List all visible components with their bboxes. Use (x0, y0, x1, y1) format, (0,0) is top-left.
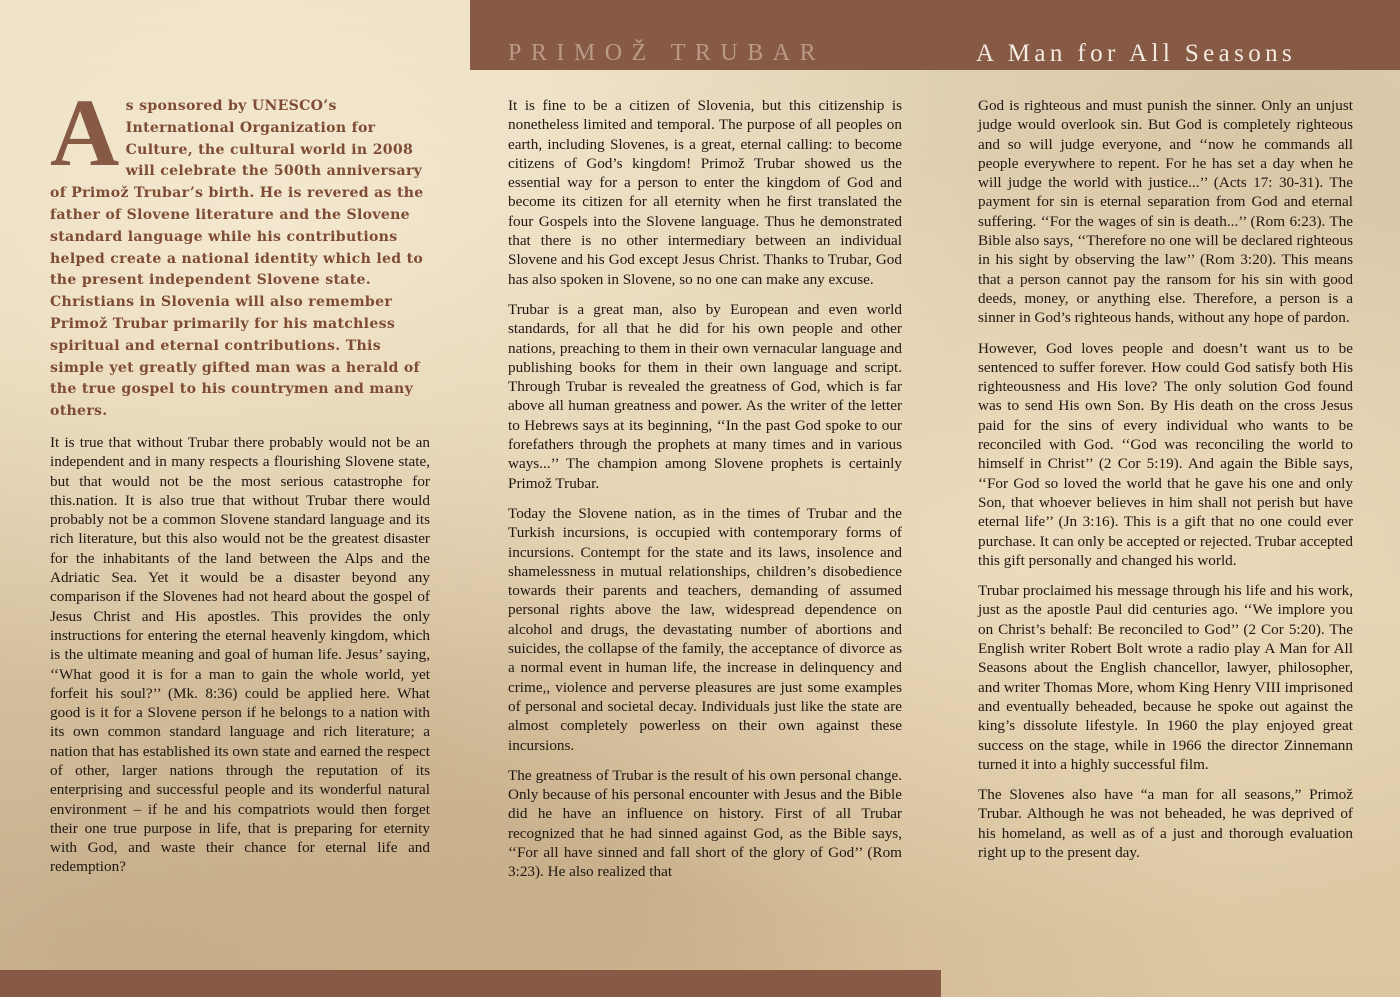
column-2-paragraph-1: It is fine to be a citizen of Slovenia, but this citizenship is nonetheless limited and temporal. The purpose of all peoples on earth, including Slovenes, is a great, eternal calling: to become citizens of God’s kingdom! Primož Trubar showed us the essential way for a person to enter the kingdom of God and become its citizen for all eternity when he first translated the four Gospels into the Slovene language. Thus he demonstrated that there is no other intermediary between an individual Slovene and his God except Jesus Christ. Thanks to Trubar, God has also spoken in Slovene, so no one can make any excuse. (508, 97, 902, 288)
running-header-author: PRIMOŽ TRUBAR (508, 40, 826, 66)
intro-paragraph (50, 79, 430, 423)
bottom-bar (0, 970, 941, 997)
running-header-title: A Man for All Seasons (976, 40, 1297, 67)
column-3-paragraph-2: However, God loves people and doesn’t want us to be sentenced to suffer forever. How could God satisfy both His righteousness and His love? The only solution God found was to send His own Son. By His death on the cross Jesus paid for the sins of every individual who wants to be reconciled with God. ‘‘God was reconciling the world to himself in Christ’’ (2 Cor 5:19). And again the Bible says, ‘‘For God so loved the world that he gave his one and only Son, that whoever believes in him shall not perish but have eternal life’’ (Jn 3:16). This is a gift that no one could ever purchase. It can only be accepted or rejected. Trubar accepted this gift personally and changed his world. (978, 339, 1353, 569)
column-1 (50, 79, 430, 888)
column-2-paragraph-2: Trubar is a great man, also by European and even world standards, for all that he did for his own people and other nations, preaching to them in their own vernacular language and publishing books for them in their own language and script. Through Trubar is revealed the greatness of God, which is far above all human greatness and power. As the writer of the letter to Hebrews says at its beginning, ‘‘In the past God spoke to our forefathers through the prophets at many times and in various ways...’’ The champion among Slovene prophets is certainly Primož Trubar. (508, 300, 902, 492)
column-2-paragraph-4: The greatness of Trubar is the result of his own personal change. Only because of his personal encounter with Jesus and the Bible did he have an influence on history. First of all Trubar recognized that he had sinned against God, as the Bible says, ‘‘For all have sinned and fall short of the glory of God’’ (Rom 3:23). He also realized that (508, 766, 902, 881)
column-2 (508, 96, 902, 893)
intro-text: s sponsored by UNESCO’s International Organization for Culture, the cultural world in 2008 will celebrate the 500th anniversary of Primož Trubar’s birth. He is revered as the father of Slovene literature and the Slovene standard language while his contributions helped create a national identity which led to the present independent Slovene state. Christians in Slovenia will also remember Primož Trubar primarily for his matchless spiritual and eternal contributions. This simple yet greatly gifted man was a herald of the true gospel to his countrymen and many others. (50, 98, 424, 420)
column-3-paragraph-1: God is righteous and must punish the sinner. Only an unjust judge would overlook sin. But God is completely righteous and so will judge everyone, and ‘‘now he commands all people everywhere to repent. For he has set a day when he will judge the world with justice...’’ (Acts 17: 30-31). The payment for sin is eternal separation from God and eternal suffering. ‘‘For the wages of sin is death...’’ (Rom 6:23). The Bible also says, ‘‘Therefore no one will be declared righteous in his sight by observing the law’’ (Rom 3:20). This means that a person cannot pay the ransom for his sin with good deeds, money, or anything else. Therefore, a person is a sinner in God’s righteous hands, without any hope of pardon. (978, 97, 1353, 327)
column-3 (978, 96, 1353, 873)
column-1-paragraph-1: It is true that without Trubar there probably would not be an independent and in many respects a flourishing Slovene state, but that would not be the most serious catastrophe for this.nation. It is also true that without Trubar there would probably not be a common Slovene standard language and its rich literature, but this also would not be the greatest disaster for the inhabitants of the land between the Alps and the Adriatic Sea. Yet it would be a disaster beyond any comparison if the Slovenes had not heard about the gospel of Jesus Christ and His apostles. This provides the only instructions for entering the eternal heavenly kingdom, which is the ultimate meaning and goal of human life. Jesus’ saying, ‘‘What good it is for a man to gain the whole world, yet forfeit his soul?’’ (Mk. 8:36) could be applied here. What good is it for a Slovene person if he belongs to a nation with its own common standard language and rich literature; a nation that has established its own state and earned the respect of other, larger nations through the reputation of its enterprising and successful people and its wonderful natural environment – if he and his compatriots would then forget their one true purpose in life, that is preparing for eternity with God, and waste their chance for eternal life and redemption? (50, 433, 430, 876)
drop-cap: A (50, 79, 120, 186)
column-3-paragraph-3: Trubar proclaimed his message through his life and his work, just as the apostle Paul did centuries ago. ‘‘We implore you on Christ’s behalf: Be reconciled to God’’ (2 Cor 5:20). The English writer Robert Bolt wrote a radio play A Man for All Seasons about the English chancellor, lawyer, philosopher, and writer Thomas More, whom King Henry VIII imprisoned and eventually beheaded, because he spoke out against the king’s dissolute lifestyle. In 1960 the play enjoyed great success on the stage, while in 1966 the director Zinnemann turned it into a highly successful film. (978, 582, 1353, 773)
column-3-paragraph-4: The Slovenes also have “a man for all seasons,” Primož Trubar. Although he was not beheaded, he was deprived of his homeland, as well as of a just and thorough evaluation right up to the present day. (978, 786, 1353, 861)
column-2-paragraph-3: Today the Slovene nation, as in the times of Trubar and the Turkish incursions, is occupied with contemporary forms of incursions. Contempt for the state and its laws, insolence and shamelessness in mutual relationships, children’s disobedience towards their parents and teachers, demanding of assumed personal rights above the law, widespread dependence on alcohol and drugs, the devastating number of abortions and suicides, the collapse of the family, the acceptance of divorce as a normal event in human life, the increase in delinquency and crime,, violence and perverse pleasures are just some examples of personal and societal decay. Individuals just like the state are almost completely powerless on their own against these incursions. (508, 504, 902, 754)
